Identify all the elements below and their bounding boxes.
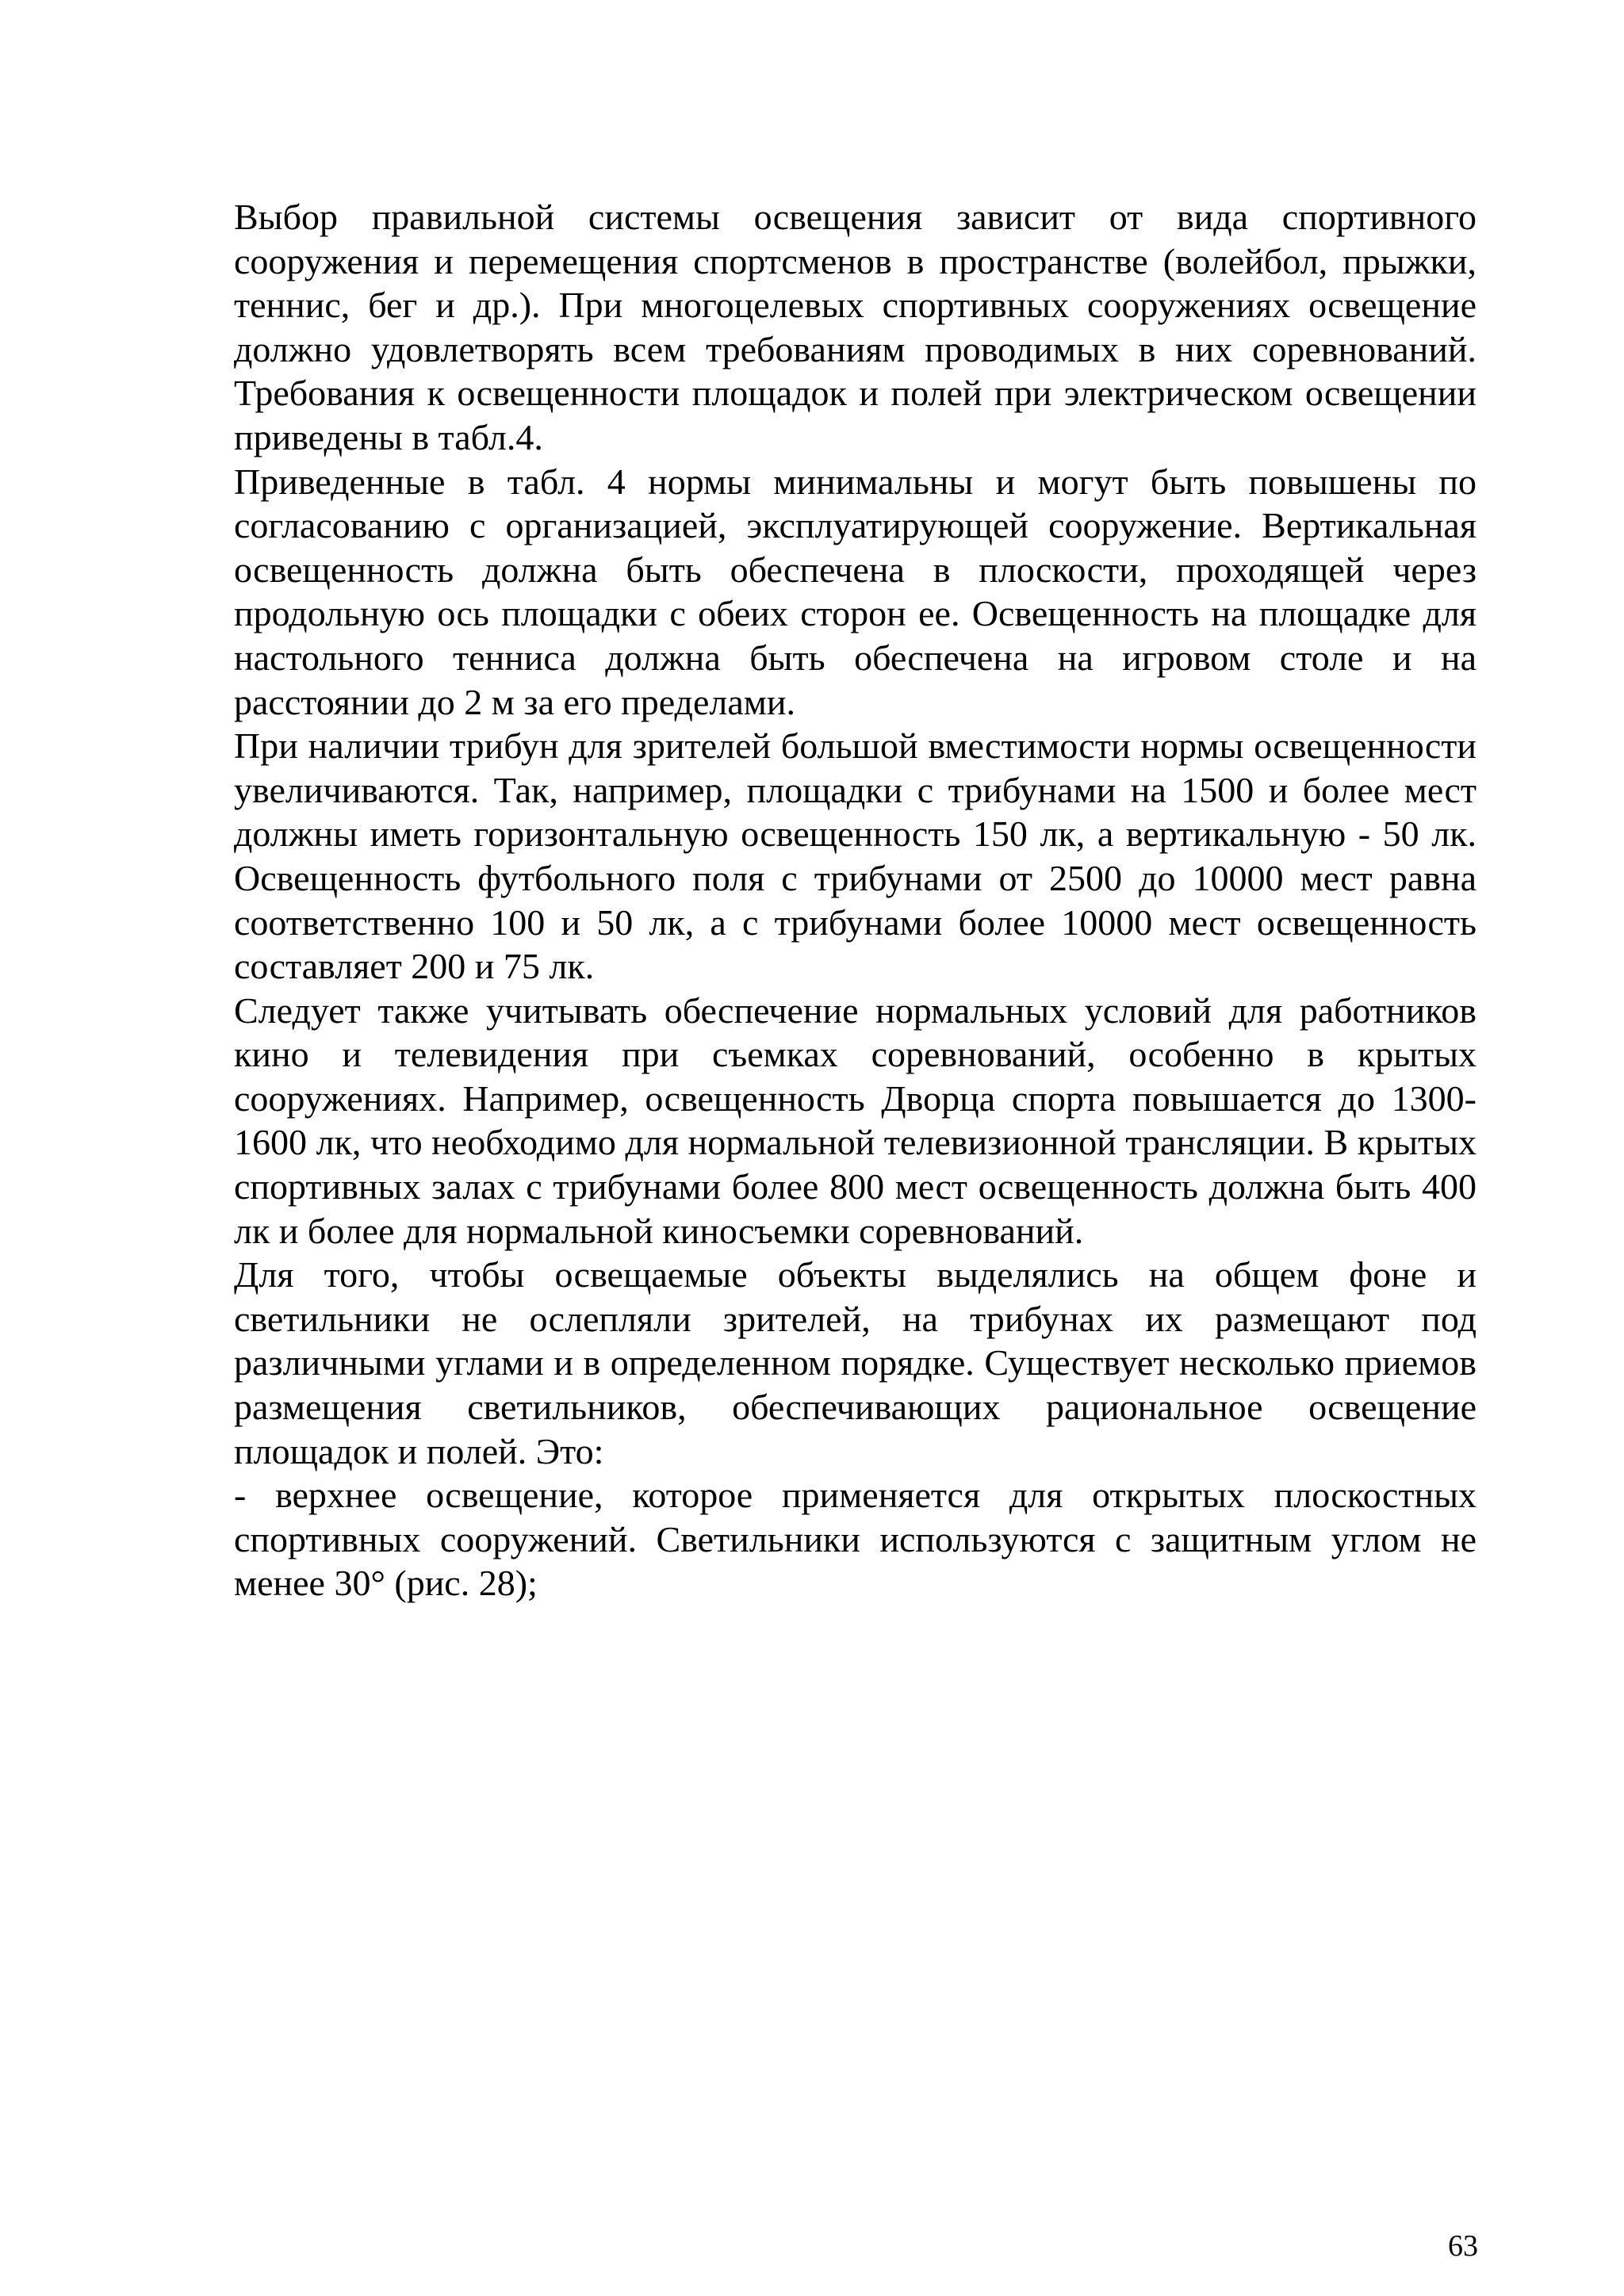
paragraph-film-tv-conditions: Следует также учитывать обеспечение нормальных условий для работников кино и телевидения при съемках соревнований, особенно в крытых сооружениях. Например, освещенность Дворца спорта повышается до 1300-1600 лк, что необходимо для нормальной телевизионной трансляции. В крытых спортивных залах с трибунами более 800 мест освещенность должна быть 400 лк и более для нормальной киносъемки соревнований. [234,989,1477,1251]
paragraph-lighting-system-choice: Выбор правильной системы освещения зависит от вида спортивного сооружения и перемещения спортсменов в пространстве (волейбол, прыжки, теннис, бег и др.). При многоцелевых спортивных сооружениях освещение должно удовлетворять всем требованиям проводимых в них соревнований. Требования к освещенности площадок и полей при электрическом освещении приведены в табл.4. [234,197,1477,457]
page-number: 63 [1448,2229,1478,2263]
paragraph-luminaire-placement: Для того, чтобы освещаемые объекты выделялись на общем фоне и светильники не ослепляли зрителей, на трибунах их размещают под различными углами и в определенном порядке. Существует несколько приемов размещения светильников, обеспечивающих рациональное освещение площадок и полей. Это: [234,1254,1477,1471]
body-text [234,195,1477,1605]
paragraph-spectator-stands: При наличии трибун для зрителей большой вместимости нормы освещенности увеличиваются. Так, например, площадки с трибунами на 1500 и более мест должны иметь горизонтальную освещенность 150 лк, а вертикальную - 50 лк. Освещенность футбольного поля с трибунами от 2500 до 10000 мест равна соответственно 100 и 50 лк, а с трибунами более 10000 мест освещенность составляет 200 и 75 лк. [234,725,1477,987]
paragraph-overhead-lighting: - верхнее освещение, которое применяется для открытых плоскостных спортивных сооружений. Светильники используются с защитным углом не менее 30° (рис. 28); [234,1475,1477,1604]
paragraph-minimal-norms: Приведенные в табл. 4 нормы минимальны и могут быть повышены по согласованию с организацией, эксплуатирующей сооружение. Вертикальная освещенность должна быть обеспечена в плоскости, проходящей через продольную ось площадки с обеих сторон ее. Освещенность на площадке для настольного тенниса должна быть обеспечена на игровом столе и на расстоянии до 2 м за его пределами. [234,461,1477,722]
